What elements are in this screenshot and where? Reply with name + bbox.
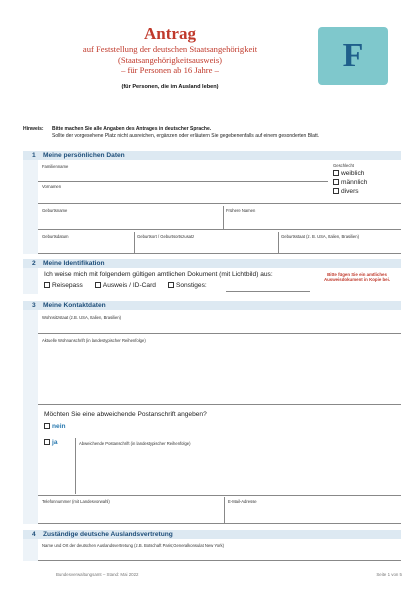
section-3-margin-bar [23, 310, 38, 524]
checkbox[interactable] [44, 439, 50, 445]
section-title: Meine persönlichen Daten [43, 152, 125, 159]
field-label-wohnsitzstaat: Wohnsitzstaat (z.B. USA, Italien, Brasilien) [42, 315, 122, 320]
checkbox[interactable] [333, 179, 339, 185]
field-vertretung[interactable] [38, 560, 401, 561]
checkbox[interactable] [168, 282, 174, 288]
field-label-vornamen: Vornamen [42, 184, 62, 189]
section-header-3 [23, 301, 401, 310]
field-label-geburtsstaat: Geburtsstaat (z. B. USA, Italien, Brasilien) [281, 234, 359, 239]
hinweis-block [23, 126, 403, 139]
field-label-geburtsdatum: Geburtsdatum [42, 234, 69, 239]
hinweis-line-2: Sollte der vorgesehene Platz nicht ausreichen, ergänzen oder erläutern Sie gegebenenfalls auf einem gesonderten Blatt. [52, 132, 320, 139]
checkbox[interactable] [44, 423, 50, 429]
field-label-geburtsort: Geburtsort / Geburtsortszusatz [137, 234, 195, 239]
field-label-vertretung: Name und Ort der deutschen Auslandsvertretung (z.B. Botschaft Paris;Generalkonsulat New York) [42, 543, 225, 548]
field-familienname[interactable] [38, 181, 328, 182]
section-number: 3 [32, 302, 36, 309]
field-label-wohnanschrift: Aktuelle Wohnanschrift (in landestypischer Reihenfolge) [42, 338, 146, 343]
field-label-postanschrift: Abweichende Postanschrift (in landestypischer Reihenfolge) [79, 441, 191, 446]
checkbox[interactable] [333, 170, 339, 176]
identification-text: Ich weise mich mit folgendem gültigen amtlichen Dokument (mit Lichtbild) aus: [44, 271, 273, 278]
page-footer [56, 572, 402, 577]
section-title: Zuständige deutsche Auslandsvertretung [43, 531, 173, 538]
section-4-margin-bar [23, 539, 38, 561]
divider [223, 206, 224, 230]
field-geburtsdaten[interactable] [38, 253, 401, 254]
form-letter-badge: F [318, 27, 388, 85]
field-telefon-email[interactable] [38, 523, 401, 524]
document-header [40, 24, 300, 90]
field-sonstiges[interactable] [226, 291, 310, 292]
id-option-sonstiges[interactable]: Sonstiges: [168, 282, 207, 289]
section-title: Meine Kontaktdaten [43, 302, 106, 309]
option-nein[interactable]: nein [44, 423, 66, 430]
section-header-2 [23, 259, 401, 268]
id-option-reisepass[interactable]: Reisepass [44, 282, 83, 289]
page-number: Seite 1 von 5 [376, 572, 402, 577]
field-label-geschlecht: Geschlecht [333, 163, 354, 168]
section-header-4 [23, 530, 401, 539]
divider [278, 232, 279, 254]
document-subtitle: auf Feststellung der deutschen Staatsangehörigkeit [82, 44, 258, 54]
field-label-geburtsname: Geburtsname [42, 208, 68, 213]
document-subtitle-3: – für Personen ab 16 Jahre – [121, 65, 219, 75]
document-subtitle-2: (Staatsangehörigkeitsausweis) [117, 54, 223, 65]
field-vornamen[interactable] [38, 203, 401, 204]
divider [75, 438, 76, 494]
field-wohnanschrift[interactable] [38, 404, 401, 405]
field-label-familienname: Familienname [42, 164, 69, 169]
gender-option-maennlich[interactable]: männlich [333, 179, 367, 186]
checkbox[interactable] [44, 282, 50, 288]
postanschrift-question: Möchten Sie eine abweichende Postanschrift angeben? [44, 411, 207, 418]
field-wohnsitzstaat[interactable] [38, 333, 401, 334]
field-label-fruehere-namen: Frühere Namen [226, 208, 256, 213]
audience-note: (für Personen, die im Ausland leben) [121, 83, 219, 90]
section-2-margin-bar [23, 268, 38, 294]
footer-source: Bundesverwaltungsamt – Stand: Mai 2022 [56, 572, 139, 577]
divider [134, 232, 135, 254]
checkbox[interactable] [95, 282, 101, 288]
checkbox[interactable] [333, 188, 339, 194]
field-label-telefon: Telefonnummer (mit Landesvorwahl) [42, 499, 110, 504]
divider [224, 497, 225, 524]
section-number: 4 [32, 531, 36, 538]
section-number: 1 [32, 152, 36, 159]
section-1-margin-bar [23, 160, 38, 254]
id-option-ausweis[interactable]: Ausweis / ID-Card [95, 282, 156, 289]
option-ja[interactable]: ja [44, 439, 58, 446]
section-header-1 [23, 151, 401, 160]
gender-option-weiblich[interactable]: weiblich [333, 170, 364, 177]
gender-option-divers[interactable]: divers [333, 188, 359, 195]
id-copy-note: Bitte fügen Sie ein amtliches Ausweisdokument in Kopie bei. [323, 272, 391, 283]
document-title: Antrag [144, 24, 196, 43]
section-number: 2 [32, 260, 36, 267]
identification-options [44, 282, 207, 289]
field-postanschrift[interactable] [38, 495, 401, 496]
hinweis-line-1: Bitte machen Sie alle Angaben des Antrages in deutscher Sprache. [52, 126, 212, 132]
hinweis-label: Hinweis: [23, 126, 44, 132]
section-title: Meine Identifikation [43, 260, 105, 267]
field-label-email: E-Mail-Adresse [228, 499, 257, 504]
field-geburtsname[interactable] [38, 229, 401, 230]
